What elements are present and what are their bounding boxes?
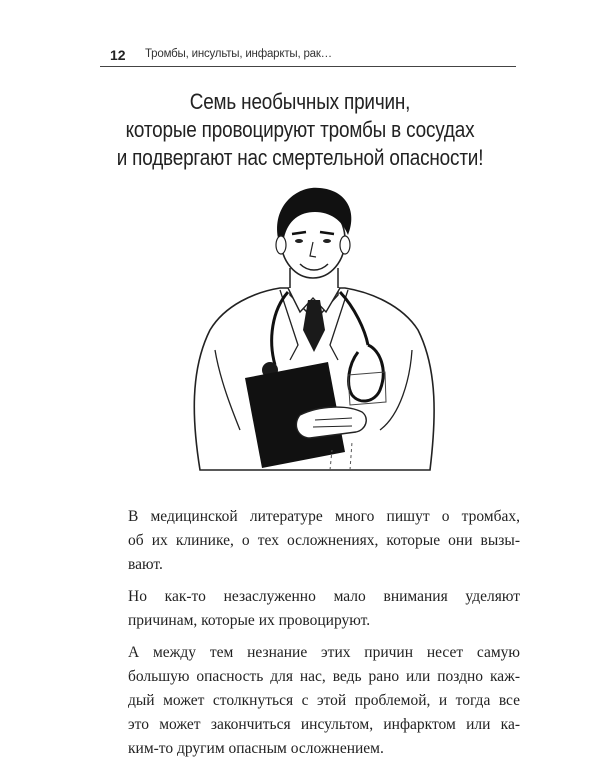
doctor-with-stethoscope-icon xyxy=(180,180,445,490)
running-header xyxy=(100,44,516,67)
paragraph xyxy=(128,585,520,633)
chapter-title-line: которые провоцируют тромбы в сосудах xyxy=(125,117,475,142)
text-line: дый может столкнуться с этой проблемой, и тогда все xyxy=(128,692,520,709)
text-line: об их клинике, о тех осложнениях, которые они вызы- xyxy=(128,532,520,549)
text-line: В медицинской литературе много пишут о тромбах, xyxy=(128,508,520,525)
doctor-illustration xyxy=(180,180,445,490)
page-number: 12 xyxy=(110,47,126,63)
paragraph xyxy=(128,505,520,577)
text-line: причинам, которые их провоцируют. xyxy=(128,612,371,629)
text-line: ким-то другим опасным осложнением. xyxy=(128,740,384,757)
chapter-title-line: и подвергают нас смертельной опасности! xyxy=(116,145,484,170)
chapter-title-line: Семь необычных причин, xyxy=(189,89,411,114)
running-title: Тромбы, инсульты, инфаркты, рак… xyxy=(145,48,332,60)
text-line: Но как-то незаслуженно мало внимания уделяют xyxy=(128,588,520,605)
chapter-title xyxy=(111,88,489,172)
paragraph xyxy=(128,641,520,761)
text-line: это может закончиться инсультом, инфарктом или ка- xyxy=(128,716,520,733)
text-line: вают. xyxy=(128,556,163,573)
text-line: большую опасность для нас, ведь рано или поздно каж- xyxy=(128,668,520,685)
text-line: А между тем незнание этих причин несет самую xyxy=(128,644,520,661)
body-text xyxy=(128,505,520,769)
